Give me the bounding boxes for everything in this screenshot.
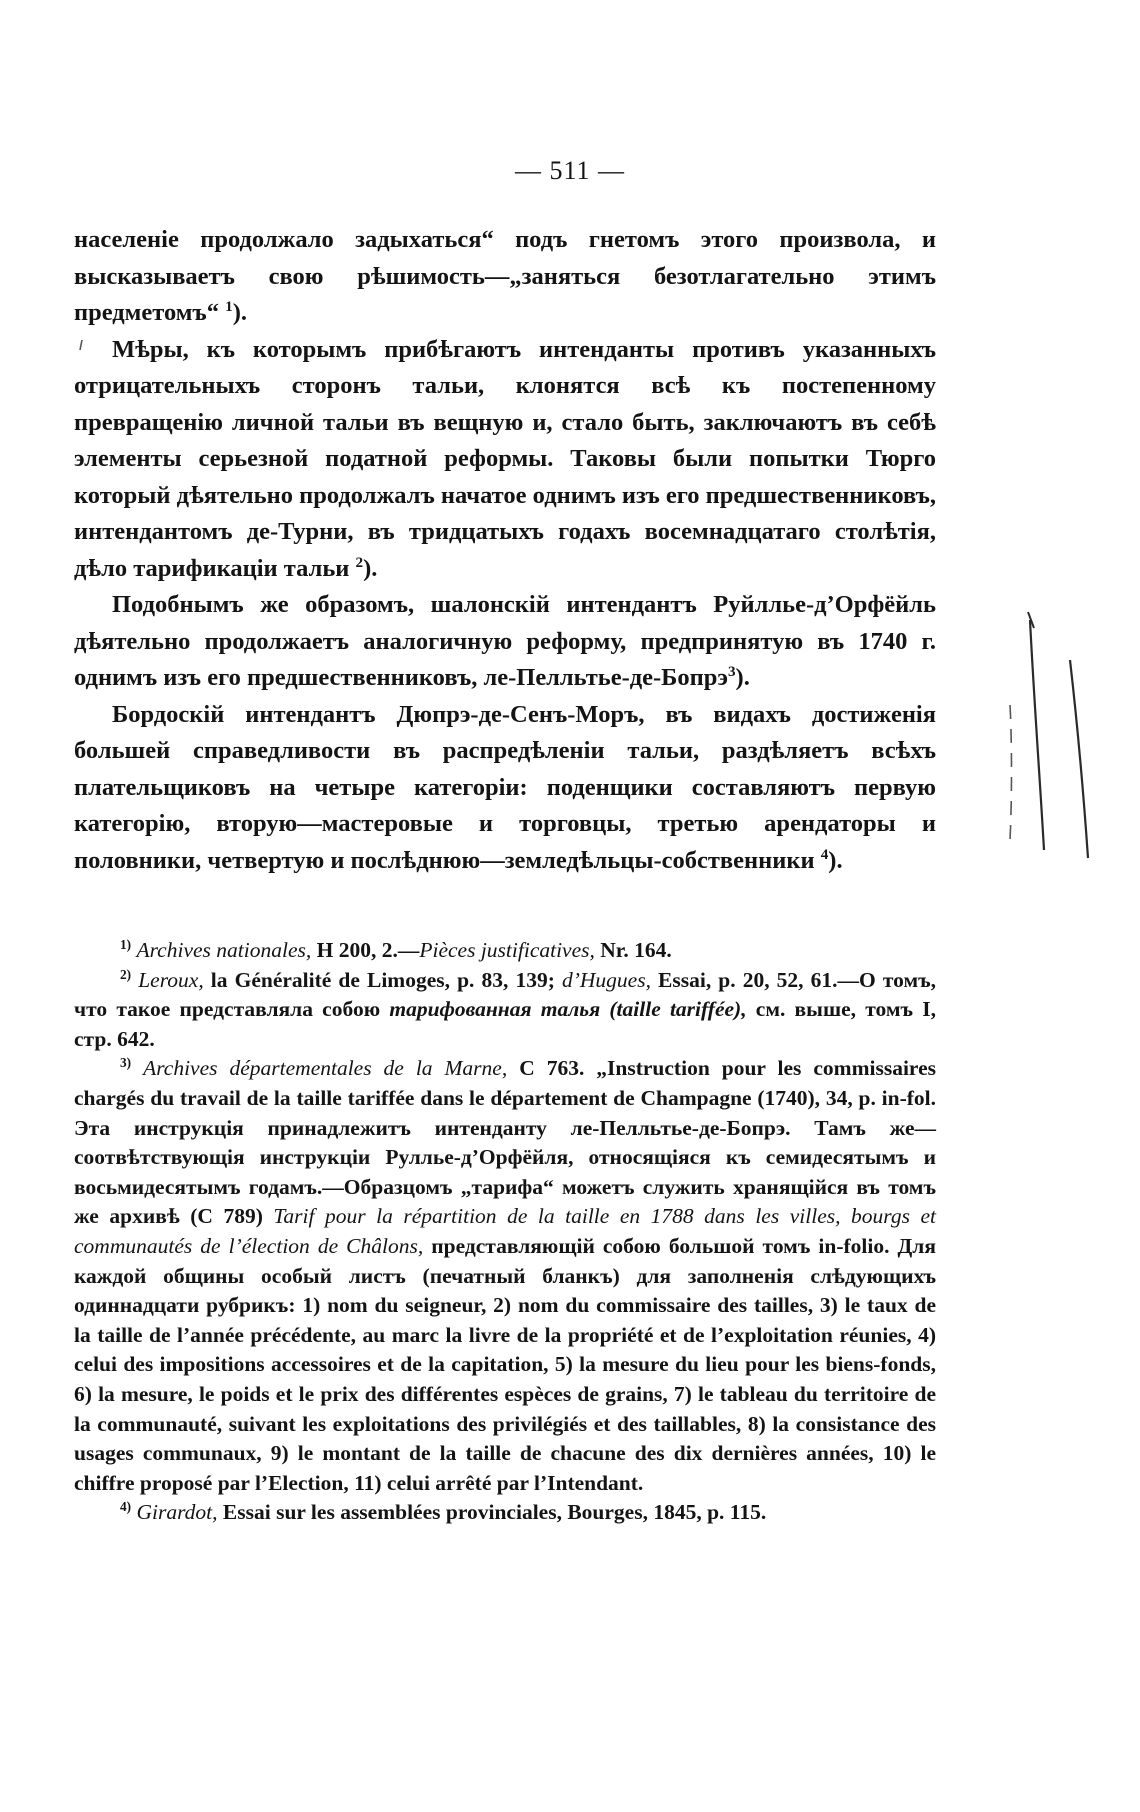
paragraph-4-end: ). <box>828 846 843 874</box>
footnote-ref-3[interactable]: 3 <box>727 662 736 680</box>
pencil-mark-4 <box>1028 612 1034 628</box>
paragraph-3 <box>74 587 936 697</box>
footnote-1-text-b: Nr. 164. <box>594 938 672 962</box>
footnote-2-author-b: d’Hugues, <box>561 967 651 992</box>
footnote-1-text-a: H 200, 2.— <box>311 938 420 962</box>
footnote-2-mark: 2) <box>120 966 132 982</box>
footnote-ref-4[interactable]: 4 <box>820 845 829 863</box>
paragraph-1 <box>74 222 936 332</box>
paragraph-2-end: ). <box>363 554 378 582</box>
paragraph-2 <box>74 332 936 588</box>
pencil-mark-2 <box>1070 660 1088 858</box>
pencil-mark-1 <box>1030 620 1044 850</box>
footnote-1-mark: 1) <box>120 937 132 953</box>
main-text <box>74 222 936 879</box>
footnote-2-text-a: la Généralité de Limoges, p. 83, 139; <box>203 967 562 992</box>
footnote-3-source: Archives départementales de la Marne, <box>143 1056 508 1081</box>
footnote-4-mark: 4) <box>120 1499 132 1515</box>
footnote-2-text-c: см. выше, томъ I, стр. 642. <box>74 997 936 1051</box>
footnote-1-source: Archives nationales, <box>136 938 312 962</box>
paragraph-2-text: Мѣры, къ которымъ прибѣгаютъ интенданты противъ указанныхъ отрицательныхъ сторонъ тальи, клонятся всѣ къ постепенному превращенію личной тальи въ вещную и, стало быть, заключаютъ въ себѣ элементы серьезной податной реформы. Таковы были попытки Тюрго который дѣятельно продолжалъ начатое однимъ изъ его предшественниковъ, интендантомъ де-Турни, въ тридцатыхъ годахъ восемнадцатаго столѣтія, дѣло тарификаціи тальи <box>74 335 936 582</box>
footnote-3 <box>74 1054 936 1498</box>
paragraph-3-text: Подобнымъ же образомъ, шалонскій интендантъ Руйлльe-д’Орфёйль дѣятельно продолжаетъ аналогичную реформу, предпринятую въ 1740 г. однимъ изъ его предшественниковъ, ле-Пелльтье-де-Бопрэ <box>74 591 936 691</box>
footnote-3-text-a: C 763. „Instruction pour les commissaires chargés du travail de la taille tariffée dans le département de Champagne (1740), 34, p. in-fol. Эта инструкція принадлежитъ интенданту ле-Пелльтье-де-Бопрэ. Тамъ же—соотвѣтствующія инструкціи Руллье-д’Орфёйля, относящіяся къ семидесятымъ и восьмидесятымъ годамъ.—Образцомъ „тарифа“ можетъ служить хранящійся въ томъ же архивѣ (С 789) <box>74 1056 937 1229</box>
footnote-3-text-b: представляющій собою большой томъ in-folio. Для каждой общины особый листъ (печатный бланкъ) для заполненія слѣдующихъ одиннадцати рубрикъ: 1) nom du seigneur, 2) nom du commissaire des tailles, 3) le taux de la taille de l’année précédente, au marc la livre de la propriété et de l’exploitation réunies, 4) celui des impositions accessoires et de la capitation, 5) la mesure du lieu pour les biens-fonds, 6) la mesure, le poids et le prix des différentes espèces de grains, 7) le tableau du territoire de la communauté, suivant les exploitations des privilégiés et des taillables, 8) la consistance des usages communaux, 9) le montant de la taille de chacune des dix dernières années, 10) le chiffre proposé par l’Election, 11) celui arrêté par l’Intendant. <box>74 1233 936 1495</box>
footnote-2-term: тарифованная талья (taille tariffée), <box>389 997 747 1022</box>
paragraph-3-end: ). <box>735 664 750 691</box>
page-number: — 511 — <box>514 156 626 185</box>
footnote-2-author-a: Leroux, <box>138 967 204 992</box>
footnotes <box>74 936 936 1528</box>
footnote-1-source-b: Pièces justificatives, <box>419 938 595 962</box>
paragraph-4-text: Бордоскій интендантъ Дюпрэ-де-Сенъ-Моръ, въ видахъ достиженія большей справедливости въ распредѣленіи тальи, раздѣляетъ всѣхъ плательщиковъ на четыре категоріи: поденщики составляютъ первую категорію, вторую—мастеровые и торговцы, третью арендаторы и половники, четвертую и послѣднюю—земледѣльцы-собственники <box>74 700 936 874</box>
paragraph-1-text: населеніе продолжало задыхаться“ подъ гнетомъ этого произвола, и высказываетъ свою рѣшимость—„заняться безотлагательно этимъ предметомъ“ <box>74 226 936 326</box>
footnote-2-text-b: Essai, p. 20, 52, 61.—О томъ, что такое представляла собою <box>74 967 937 1022</box>
footnote-3-title: Tarif pour la répartition de la taille en 1788 dans les villes, bourgs et communautés de l’élection de Châlons, <box>74 1204 936 1258</box>
pencil-mark-3 <box>1010 705 1012 840</box>
footnote-2 <box>74 966 936 1055</box>
footnote-4-text: Essai sur les assemblées provinciales, Bourges, 1845, p. 115. <box>217 1500 767 1525</box>
footnote-4 <box>74 1498 936 1528</box>
paragraph-1-end: ). <box>232 299 247 326</box>
footnote-1 <box>74 936 936 966</box>
footnote-ref-2[interactable]: 2 <box>355 553 364 571</box>
footnote-4-author: Girardot, <box>136 1500 218 1525</box>
footnote-ref-1[interactable]: 1 <box>225 297 233 315</box>
paragraph-4 <box>74 697 936 880</box>
footnote-3-mark: 3) <box>120 1055 132 1071</box>
